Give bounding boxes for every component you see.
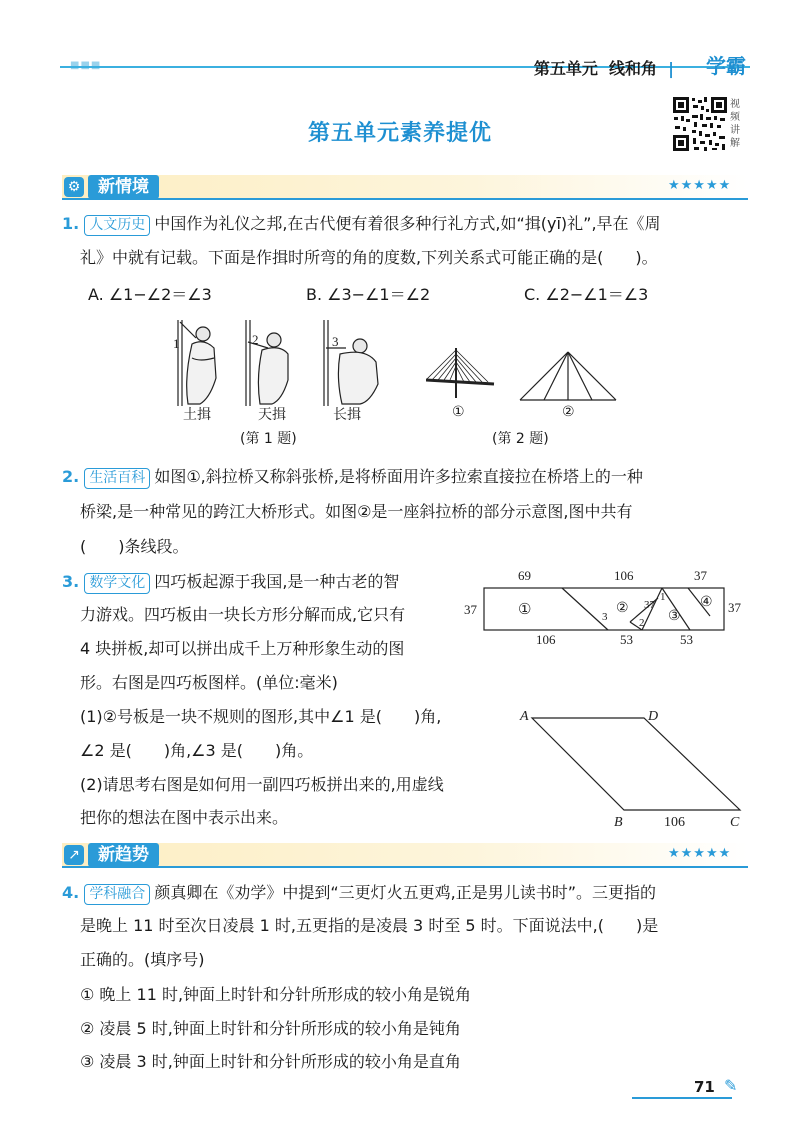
- tangram-angle-1: 1: [660, 591, 666, 603]
- question-3-line-4: 形。右图是四巧板图样。(单位:毫米): [80, 673, 338, 692]
- tangram-piece-2: ②: [616, 601, 629, 616]
- question-3-line-6: ∠2 是( )角,∠3 是( )角。: [80, 741, 314, 760]
- difficulty-stars-1: ★★★★★: [668, 178, 732, 193]
- fig-label-1: ①: [452, 404, 465, 420]
- category-tag: 生活百科: [84, 468, 150, 489]
- question-number: 3.: [62, 572, 80, 591]
- section-band-2: [62, 843, 748, 867]
- tangram-right-37: 37: [728, 600, 741, 615]
- header-topic: 线和角: [609, 59, 658, 78]
- fig-label-chang-yi: 长揖: [333, 407, 361, 423]
- tangram-top-37: 37: [694, 568, 707, 583]
- fig-label-tu-yi: 土揖: [183, 407, 211, 423]
- difficulty-stars-2: ★★★★★: [668, 846, 732, 861]
- tangram-figure: [462, 568, 752, 648]
- option-b[interactable]: B. ∠3−∠1＝∠2: [306, 285, 431, 304]
- tangram-angle-3: 3: [602, 611, 608, 623]
- page-title: 第五单元素养提优: [307, 121, 492, 146]
- question-3-line-7: (2)请思考右图是如何用一副四巧板拼出来的,用虚线: [80, 775, 444, 794]
- tangram-angle-2: 2: [639, 617, 645, 629]
- caption-q1: (第 1 题): [240, 431, 297, 447]
- option-c[interactable]: C. ∠2−∠1＝∠3: [524, 285, 649, 304]
- parallelogram-figure: [516, 706, 750, 830]
- tangram-bottom-106: 106: [536, 632, 556, 647]
- vertex-d: D: [648, 709, 659, 724]
- question-text: 中国作为礼仪之邦,在古代便有着很多种行礼方式,如“揖(yī)礼”,早在《周: [154, 214, 661, 233]
- fig-label-2: ②: [562, 404, 575, 420]
- question-text: 四巧板起源于我国,是一种古老的智: [154, 572, 400, 591]
- vertex-b: B: [614, 815, 623, 830]
- bowing-figures: [170, 318, 390, 408]
- question-3-line-8: 把你的想法在图中表示出来。: [80, 808, 289, 827]
- question-2-line-1: [62, 467, 643, 489]
- header-unit: 第五单元: [533, 59, 598, 78]
- category-tag: 学科融合: [84, 884, 150, 905]
- base-length: 106: [664, 815, 685, 830]
- question-number: 2.: [62, 467, 80, 486]
- tangram-bottom-53a: 53: [620, 632, 633, 647]
- tangram-left-37: 37: [464, 602, 477, 617]
- question-text: 如图①,斜拉桥又称斜张桥,是将桥面用许多拉索直接拉在桥塔上的一种: [154, 467, 643, 486]
- bridge-schematic: [518, 350, 618, 404]
- brand-logo: 学霸: [706, 54, 746, 78]
- qr-label: 视频讲解: [730, 99, 740, 149]
- tangram-top-106: 106: [614, 568, 634, 583]
- qr-code-icon[interactable]: [672, 96, 728, 152]
- tangram-bottom-53b: 53: [680, 632, 693, 647]
- vertex-a: A: [520, 709, 529, 724]
- page-number-rule: [632, 1097, 732, 1099]
- category-tag: 数学文化: [84, 573, 150, 594]
- header-unit-topic: 第五单元 线和角 |: [533, 59, 674, 78]
- tangram-piece-4: ④: [700, 595, 713, 610]
- question-1-line-1: [62, 214, 661, 236]
- question-3-line-3: 4 块拼板,却可以拼出成千上万种形象生动的图: [80, 639, 405, 658]
- section-band-1: [62, 175, 748, 199]
- question-number: 4.: [62, 883, 80, 902]
- section-rule-2: [62, 866, 748, 868]
- question-1-line-2: 礼》中就有记载。下面是作揖时所弯的角的度数,下列关系式可能正确的是( )。: [80, 248, 658, 267]
- question-number: 1.: [62, 214, 80, 233]
- question-3-line-5: (1)②号板是一块不规则的图形,其中∠1 是( )角,: [80, 707, 442, 726]
- section-title-new-context: 新情境: [88, 175, 159, 199]
- question-3-line-1: [62, 572, 399, 594]
- question-4-line-2: 是晚上 11 时至次日凌晨 1 时,五更指的是凌晨 3 时至 5 时。下面说法中,( )是: [80, 916, 659, 935]
- gear-icon: ⚙: [64, 177, 84, 197]
- caption-q2: (第 2 题): [492, 431, 549, 447]
- section-rule-1: [62, 198, 748, 200]
- statement-2: ② 凌晨 5 时,钟面上时针和分针所形成的较小角是钝角: [80, 1019, 461, 1038]
- pencil-icon: ✎: [724, 1076, 738, 1095]
- tangram-top-69: 69: [518, 568, 531, 583]
- bridge-photo: [426, 344, 496, 400]
- question-4-line-1: [62, 883, 656, 905]
- angle-mark-1: 1: [173, 336, 180, 351]
- trend-arrow-icon: ↗: [64, 845, 84, 865]
- fig-label-tian-yi: 天揖: [258, 407, 286, 423]
- figure-chang-yi: [324, 320, 378, 406]
- angle-mark-2: 2: [252, 332, 259, 347]
- question-4-line-3: 正确的。(填序号): [80, 950, 205, 969]
- page-number: 71: [694, 1078, 715, 1096]
- option-a[interactable]: A. ∠1−∠2＝∠3: [88, 285, 212, 304]
- question-text: 颜真卿在《劝学》中提到“三更灯火五更鸡,正是男儿读书时”。三更指的: [154, 883, 656, 902]
- tangram-angle-37-inner: 37: [644, 599, 655, 611]
- vertex-c: C: [730, 815, 740, 830]
- tangram-piece-1: ①: [518, 602, 532, 618]
- question-2-line-3: ( )条线段。: [80, 537, 189, 556]
- question-2-line-2: 桥梁,是一种常见的跨江大桥形式。如图②是一座斜拉桥的部分示意图,图中共有: [80, 502, 633, 521]
- statement-3: ③ 凌晨 3 时,钟面上时针和分针所形成的较小角是直角: [80, 1052, 461, 1071]
- angle-mark-3: 3: [332, 334, 339, 349]
- section-title-new-trend: 新趋势: [88, 843, 159, 867]
- figure-tu-yi: [178, 320, 216, 406]
- tangram-piece-3: ③: [668, 609, 681, 624]
- statement-1: ① 晚上 11 时,钟面上时针和分针所形成的较小角是锐角: [80, 985, 472, 1004]
- question-3-line-2: 力游戏。四巧板由一块长方形分解而成,它只有: [80, 605, 406, 624]
- category-tag: 人文历史: [84, 215, 150, 236]
